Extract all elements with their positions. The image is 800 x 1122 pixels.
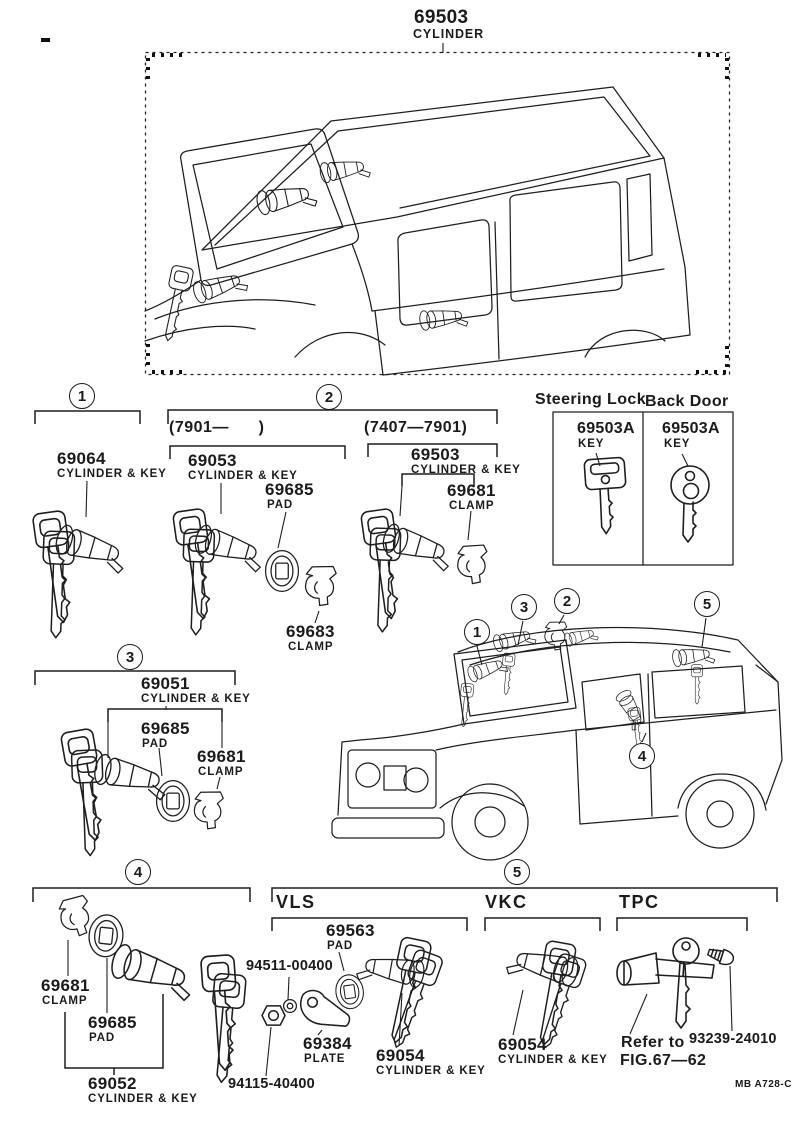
- car-callout-2-badge: 2: [554, 588, 580, 614]
- vkc-title: VKC: [485, 892, 528, 912]
- group5-tpc-drawing: [617, 938, 735, 1028]
- part-number-69053: 69053: [188, 451, 237, 470]
- vls-title: VLS: [276, 892, 316, 912]
- fiche-code: MB A728-C: [735, 1079, 792, 1090]
- tpc-title: TPC: [619, 892, 660, 912]
- part-name-69052: CYLINDER & KEY: [88, 1093, 198, 1105]
- pad-glyph: [266, 551, 299, 592]
- group1-cylinder-key-drawing: [32, 510, 130, 638]
- car-callout-3-badge: 3: [511, 594, 537, 620]
- steering-key-drawing: [584, 457, 629, 535]
- part-name-clamp-early: CLAMP: [449, 500, 495, 512]
- title-part-number: 69503: [414, 7, 469, 28]
- part-number-69054-vls: 69054: [376, 1046, 425, 1065]
- clamp-glyph: [58, 895, 91, 937]
- roof-lock-glyph: [319, 155, 371, 185]
- washer-glyph: [284, 1000, 297, 1013]
- part-number-69685-g3: 69685: [141, 719, 190, 738]
- part-number-69681-g3: 69681: [197, 747, 246, 766]
- part-name-clamp-69683: CLAMP: [288, 641, 334, 653]
- part-name-clamp-g3: CLAMP: [198, 766, 244, 778]
- part-name-69054-vls: CYLINDER & KEY: [376, 1065, 486, 1077]
- part-number-69683: 69683: [286, 622, 335, 641]
- nut-glyph: [262, 1006, 285, 1025]
- car-callout-5-badge: 5: [694, 591, 720, 617]
- pad-glyph: [87, 913, 125, 958]
- part-number-69064: 69064: [57, 449, 106, 468]
- callout-4-badge: 4: [125, 859, 151, 885]
- part-name-69064: CYLINDER & KEY: [57, 468, 167, 480]
- part-number-69503: 69503: [411, 445, 460, 464]
- date-range-early: (7407—7901): [364, 419, 468, 436]
- part-number-69384: 69384: [303, 1034, 352, 1053]
- big-car-drawing: [145, 87, 690, 375]
- part-number-69685-late: 69685: [265, 480, 314, 499]
- pad-glyph: [157, 781, 190, 822]
- part-name-69053: CYLINDER & KEY: [188, 470, 298, 482]
- steering-lock-title: Steering Lock: [535, 391, 647, 408]
- part-number-69051: 69051: [141, 674, 190, 693]
- part-number-69681-early: 69681: [447, 481, 496, 500]
- part-name-69054-vkc: CYLINDER & KEY: [498, 1054, 608, 1066]
- part-name-clamp-g4: CLAMP: [42, 995, 88, 1007]
- part-number-69054-vkc: 69054: [498, 1035, 547, 1054]
- part-number-69563: 69563: [326, 921, 375, 940]
- part-name-pad-late: PAD: [267, 499, 294, 511]
- group5-vls-drawing: [262, 936, 444, 1052]
- callout-2-badge: 2: [316, 384, 342, 410]
- small-car-drawing: [332, 620, 782, 860]
- part-number-69681-g4: 69681: [41, 976, 90, 995]
- part-name-pad-g3: PAD: [142, 738, 169, 750]
- part-number-69685-g4: 69685: [88, 1013, 137, 1032]
- callout-5-badge: 5: [504, 859, 530, 885]
- clamp-glyph: [302, 563, 337, 607]
- part-number-69503A-steering: 69503A: [577, 420, 635, 437]
- screw-glyph: [706, 945, 735, 967]
- part-number-93239-24010: 93239-24010: [689, 1031, 777, 1047]
- car-callout-4-badge: 4: [629, 743, 655, 769]
- part-number-69503A-backdoor: 69503A: [662, 420, 720, 437]
- back-door-title: Back Door: [645, 393, 729, 410]
- part-number-94115-40400: 94115-40400: [228, 1076, 315, 1092]
- date-range-late: (7901— ): [169, 419, 265, 436]
- part-name-key-steering: KEY: [578, 438, 605, 450]
- page-corner-mark: [41, 38, 50, 42]
- title-part-name: CYLINDER: [413, 27, 485, 41]
- part-name-key-backdoor: KEY: [664, 438, 691, 450]
- part-number-69052: 69052: [88, 1074, 137, 1093]
- part-name-plate: PLATE: [304, 1053, 346, 1065]
- part-name-pad-vls: PAD: [327, 940, 354, 952]
- clamp-glyph: [456, 543, 488, 585]
- part-number-94511-00400: 94511-00400: [246, 958, 333, 974]
- plate-glyph: [301, 991, 350, 1027]
- part-name-69503: CYLINDER & KEY: [411, 464, 521, 476]
- backdoor-key-drawing: [671, 466, 709, 542]
- group2-late-drawing: [173, 508, 338, 635]
- callout-1-badge: 1: [69, 383, 95, 409]
- callout-3-badge: 3: [117, 644, 143, 670]
- refer-to-text: Refer to: [621, 1034, 685, 1051]
- refer-fig-text: FIG.67—62: [620, 1052, 707, 1069]
- car-callout-1-badge: 1: [464, 619, 490, 645]
- door-lock-glyph: [419, 305, 469, 333]
- clamp-glyph: [191, 789, 224, 831]
- fender-key-glyph: [157, 265, 194, 343]
- part-name-69051: CYLINDER & KEY: [141, 693, 251, 705]
- group2-early-drawing: [361, 508, 488, 632]
- part-name-pad-g4: PAD: [89, 1032, 116, 1044]
